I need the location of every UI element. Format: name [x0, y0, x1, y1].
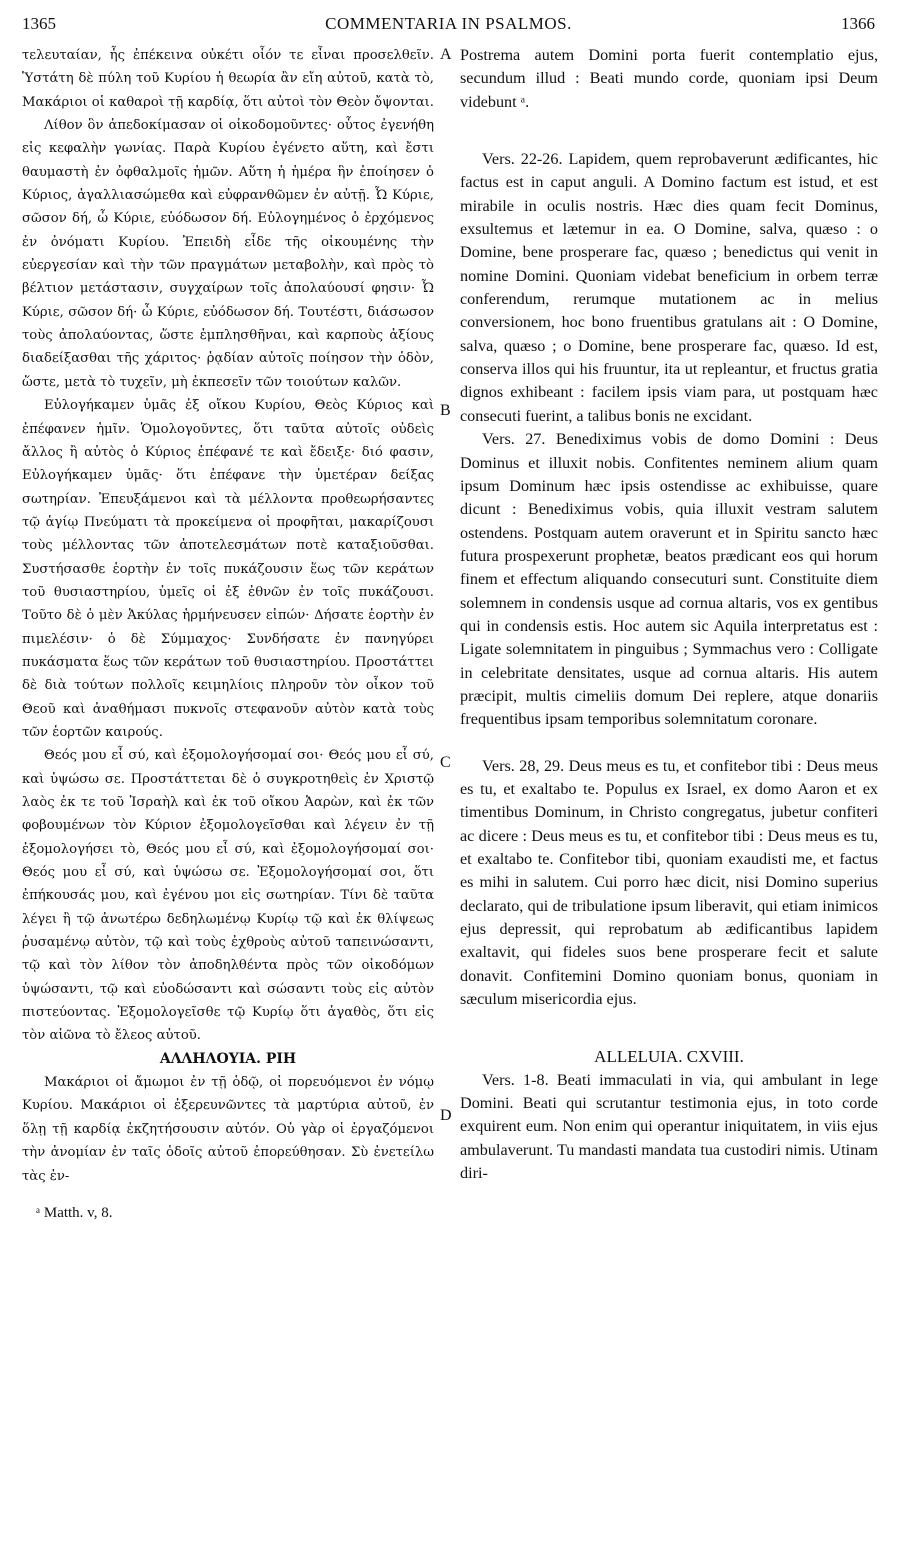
greek-paragraph: Θεός μου εἶ σύ, καὶ ἐξομολογήσομαί σοι· Θεός μου εἶ σύ, καὶ ὑψώσω σε. Προστάττεται δὲ ὁ συγκροτηθεὶς ἐν Χριστῷ λαὸς ἐκ τε τοῦ Ἰσραὴλ καὶ ἐκ τοῦ οἴκου Ἀαρὼν, καὶ ἐκ τῶν φοβουμένων τὸν Κύριον ἐξομολογεῖσθαι καὶ λέγειν ἐν τῇ ἐξομολογήσει τὸ, Θεός μου εἶ σύ, καὶ ἐξομολογήσομαί σοι· Θεός μου εἶ σύ, καὶ ὑψώσω σε. Ἐξομολογήσομαί σοι, ὅτι ἐπήκουσάς μου, καὶ ἐγένου μοι εἰς σωτηρίαν. Τίνι δὲ ταῦτα λέγει ἢ τῷ ἀνωτέρω δεδηλωμένῳ Κυρίῳ τῷ καὶ ἐκ θλίψεως ῥυσαμένῳ αὐτὸν, τῷ καὶ τοὺς ἐχθροὺς αὐτοῦ ταπεινώσαντι, τῷ καὶ τὸν λίθον τὸν ἀποδηλθέντα πρὸς τῶν οἰκοδόμων ὑψώσαντι, τῷ καὶ εὐοδώσαντι καὶ σώσαντι τοὺς εἰς αὐτὸν πιστεύοντας. Ἐξομολογεῖσθε τῷ Κυρίῳ ὅτι ἀγαθὸς, ὅτι εἰς τὸν αἰῶνα τὸ ἔλεος αὐτοῦ.: [22, 748, 434, 1044]
latin-paragraph: Vers. 22-26. Lapidem, quem reprobaverunt ædificantes, hic factus est in caput anguli. A Domino factum est istud, et est mirabile in oculis nostris. Hæc dies quam fecit Dominus, exsultemus et lætemur in ea. O Domine, salva, quæso : o Domine, bene prosperare fac, quæso ; benedictus qui venit in nomine Domini. Quoniam videbat beneficium in orbem terræ conferendum, rerumque mutationem ac in melius conversionem, hoc bono fruentibus gratulans ait : O Domine, salva, quæso ; o Domine, bene prosperare fac, quæso. Id est, conserva illos qui his fruuntur, ita ut repleantur, et fructus gratia dignos exhibeant : facilem ipsis viam para, ut postquam hæc consecuti fuerint, a talibus bonis ne excidant.: [460, 150, 878, 425]
latin-column: [460, 44, 878, 1185]
greek-column: [22, 44, 434, 1225]
greek-paragraph: Μακάριοι οἱ ἄμωμοι ἐν τῇ ὁδῷ, οἱ πορευόμενοι ἐν νόμῳ Κυρίου. Μακάριοι οἱ ἐξερευνῶντες τὰ μαρτύρια αὐτοῦ, ἐν ὅλῃ τῇ καρδίᾳ ἐκζητήσουσιν αὐτόν. Οὐ γὰρ οἱ ἐργαζόμενοι τὴν ἀνομίαν ἐν ταῖς ὁδοῖς αὐτοῦ ἐπορεύθησαν. Σὺ ἐνετείλω τὰς ἐν-: [22, 1075, 434, 1184]
latin-paragraph: Vers. 1-8. Beati immaculati in via, qui ambulant in lege Domini. Beati qui scrutantur testimonia ejus, in toto corde exquirent eum. Non enim qui operantur iniquitatem, in viis ejus ambulaverunt. Tu mandasti mandata tua custodiri nimis. Utinam diri-: [460, 1070, 878, 1183]
margin-marker-c: C: [440, 754, 451, 771]
running-title: COMMENTARIA IN PSALMOS.: [325, 14, 572, 33]
page-number-right: 1366: [841, 14, 875, 33]
latin-paragraph: Vers. 27. Benediximus vobis de domo Domini : Deus Dominus et illuxit nobis. Confitentes neminem alium quam ipsum Dominum hæc ipsis ostendisse ac exhibuisse, quare dicunt : Benediximus vobis, quia illuxit vestram salutem ostendens. Postquam autem oraverunt et in Spiritu sancto hæc futura prospexerunt prophetæ, beatos prædicant eos qui horum finem et effectum aliquando consecuturi sunt. Constituite diem solemnem in condensis usque ad cornua altaris, vos ex gentibus qui in condensis estis. Hoc autem sic Aquila interpretatus est : Ligate solemnitatem in pinguibus ; Symmachus vero : Colligate in celebritate densitates, usque ad cornua altaris. His autem præcipit, multis cimeliis domum Dei replere, atque donariis frequentibus ipsam temporibus solemnitatum coronare.: [460, 430, 878, 729]
margin-marker-b: B: [440, 402, 451, 419]
margin-marker-a: A: [440, 46, 452, 63]
page-header: [22, 14, 875, 40]
greek-paragraph: Εὐλογήκαμεν ὑμᾶς ἐξ οἴκου Κυρίου, Θεὸς Κύριος καὶ ἐπέφανεν ἡμῖν. Ὁμολογοῦντες, ὅτι ταῦτα αὐτοῖς οὐδεὶς ἄλλος ἢ αὐτὸς ὁ Κύριος ἐπέφανέ τε καὶ ἔδειξε· διό φασιν, Εὐλογήκαμεν ὑμᾶς· ὅτι ἐπέφανε τὴν ὑμετέραν δείξας σωτηρίαν. Ἐπευξάμενοι καὶ τὰ μέλλοντα προθεωρήσαντες τῷ ἁγίῳ Πνεύματι τὰ προκείμενα οἱ προφῆται, μακαρίζουσι τοὺς μέλλοντας τῶν ἀποτελεσμάτων ποτὲ καταξιοῦσθαι. Συστήσασθε ἑορτὴν ἐν τοῖς πυκάζουσιν ἕως τῶν κεράτων τοῦ θυσιαστηρίου, ὑμεῖς οἱ ἐξ ἐθνῶν ἐν τοῖς πυκάζουσι. Τοῦτο δὲ ὁ μὲν Ἀκύλας ἡρμήνευσεν εἰπών· Δήσατε ἑορτὴν ἐν πιμελέσιν· ὁ δὲ Σύμμαχος· Συνδήσατε ἐν πανηγύρει πυκάσματα ἕως τῶν κεράτων τοῦ θυσιαστηρίου. Προστάττει δὲ διὰ τούτων πολλοῖς κειμηλίοις πληροῦν τὸν οἶκον τοῦ Θεοῦ καὶ ἀναθήμασι πυκνοῖς στεφανοῦν αὐτὸν κατὰ τοὺς τῶν ἑορτῶν καιρούς.: [22, 398, 434, 740]
greek-paragraph: τελευταίαν, ἧς ἐπέκεινα οὐκέτι οἷόν τε εἶναι προσελθεῖν. Ὑστάτη δὲ πύλη τοῦ Κυρίου ἡ θεωρία ἂν εἴη αὐτοῦ, κατὰ τὸ, Μακάριοι οἱ καθαροὶ τῇ καρδίᾳ, ὅτι αὐτοὶ τὸν Θεὸν ὄψονται.: [22, 48, 434, 110]
latin-paragraph: Vers. 28, 29. Deus meus es tu, et confitebor tibi : Deus meus es tu, et exaltabo te. Populus ex Israel, ex domo Aaron et ex timentibus Dominum, in Christo congregatus, jubetur confiteri ac dicere : Deus meus es tu, et confitebor tibi : Deus meus es tu, et exaltabo te. Confitebor tibi, quoniam exaudisti me, et factus es mihi in salutem. Cui porro hæc dicit, nisi Domino superius declarato, qui de tribulatione ipsum liberavit, qui etiam inimicos ejus depressit, qui reprobatum ab ædificantibus lapidem exaltavit, qui fideles suos bene prosperare fecit et salute donavit. Confitemini Domino quoniam bonus, quoniam in sæculum misericordia ejus.: [460, 756, 878, 1009]
page-number-left: 1365: [22, 14, 56, 33]
margin-marker-d: D: [440, 1107, 452, 1124]
greek-psalm-heading: ΑΛΛΗΛΟΥΙΑ. ΡΙΗ: [159, 1050, 297, 1067]
greek-paragraph: Λίθον ὃν ἀπεδοκίμασαν οἱ οἰκοδομοῦντες· οὗτος ἐγενήθη εἰς κεφαλὴν γωνίας. Παρὰ Κυρίου ἐγένετο αὕτη, καὶ ἔστι θαυμαστὴ ἐν ὀφθαλμοῖς ἡμῶν. Αὕτη ἡ ἡμέρα ἣν ἐποίησεν ὁ Κύριος, ἀγαλλιασώμεθα καὶ εὐφρανθῶμεν ἐν αὐτῇ. Ὦ Κύριε, σῶσον δή, ὦ Κύριε, εὐόδωσον δή. Εὐλογημένος ὁ ἐρχόμενος ἐν ὀνόματι Κυρίου. Ἐπειδὴ εἶδε τῆς οἰκουμένης τὴν εὐεργεσίαν καὶ τὴν τῶν πραγμάτων μεταβολὴν, καὶ πρὸς τὸ βέλτιον μετάστασιν, συγχαίρων τοῖς ἀπολαύουσί φησιν· Ὦ Κύριε, σῶσον δή· ὦ Κύριε, εὐόδωσον δή. Τουτέστι, διάσωσον τοὺς ἀπολαύοντας, ὥστε ἐμπλησθῆναι, καὶ καρποὺς ἀξίους διαδείξασθαι τῆς χάριτος· ῥᾳδίαν αὐτοῖς ποίησον τὴν ὁδὸν, ὥστε, μετὰ τὸ τυχεῖν, μὴ ἐκπεσεῖν τῶν τοιούτων καλῶν.: [22, 118, 434, 390]
footnote: ᵃ Matth. v, 8.: [36, 1204, 113, 1221]
latin-paragraph: Postrema autem Domini porta fuerit contemplatio ejus, secundum illud : Beati mundo corde, quoniam ipsi Deum videbunt ᵃ.: [460, 46, 878, 111]
latin-psalm-heading: ALLELUIA. CXVIII.: [594, 1047, 744, 1067]
